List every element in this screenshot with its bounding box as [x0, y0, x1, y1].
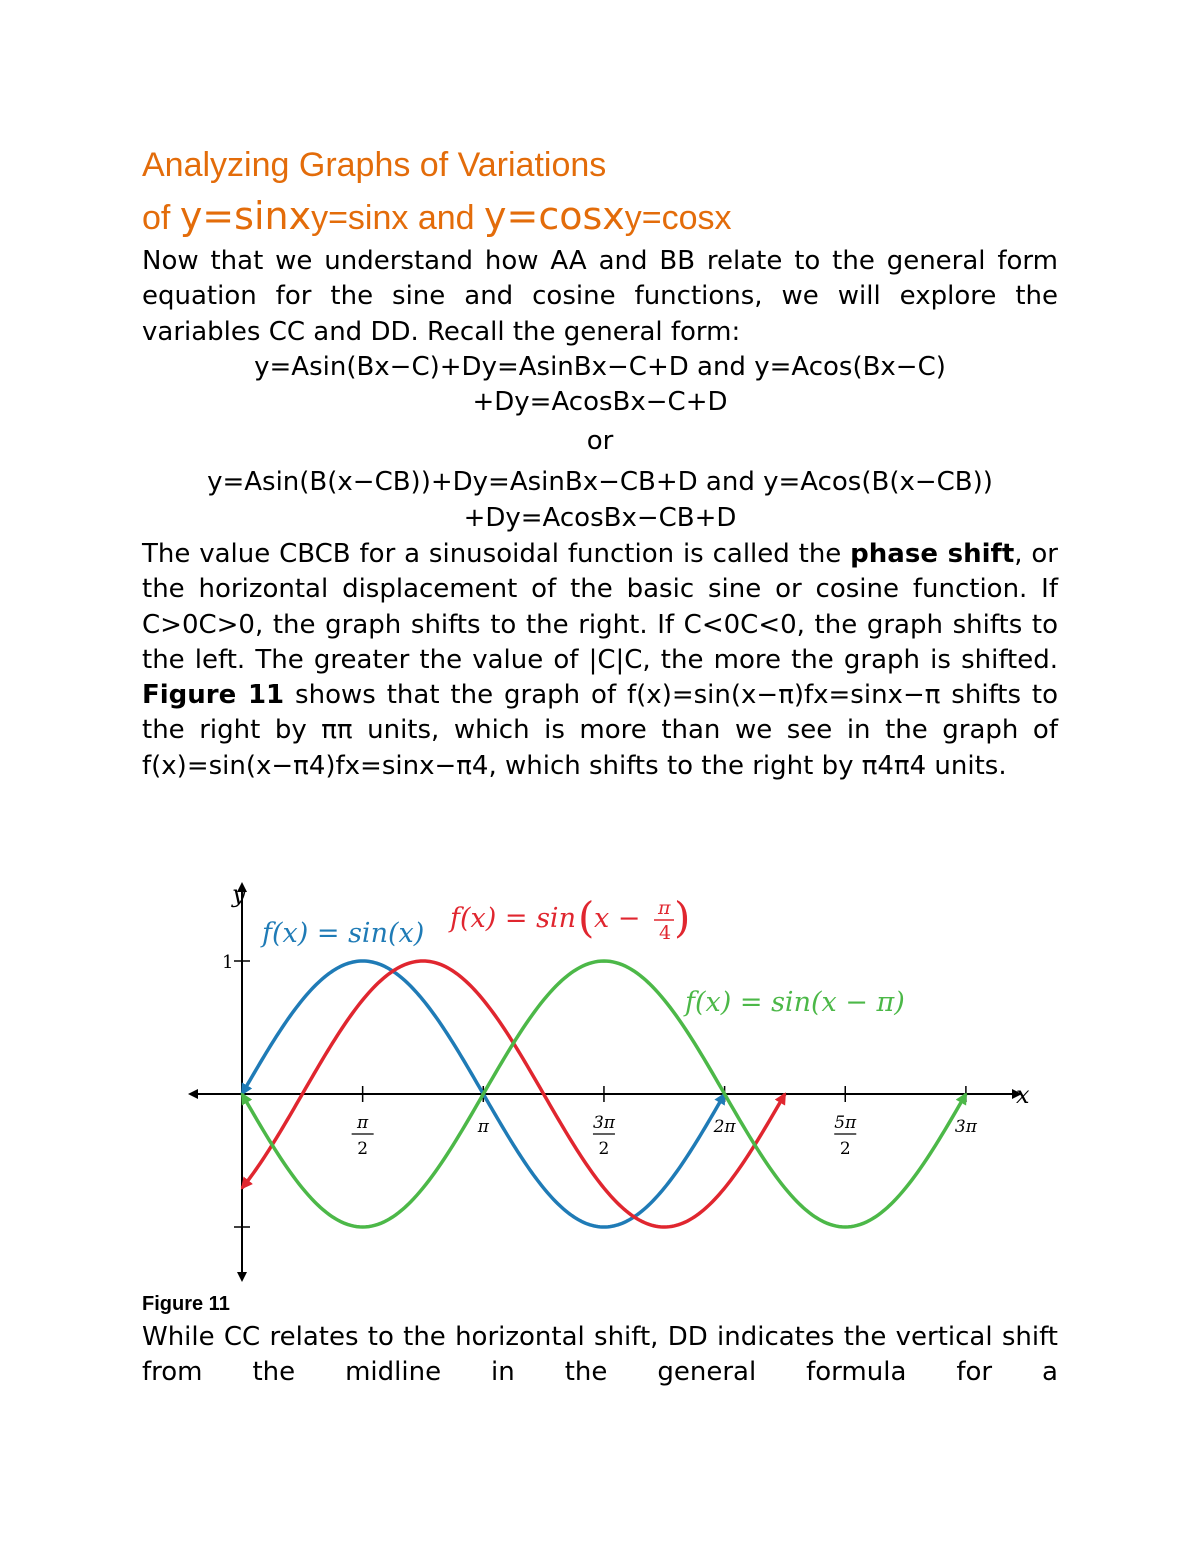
legend-sin-x: f(x) = sin(x) — [262, 918, 425, 949]
svg-text:4: 4 — [659, 922, 672, 944]
svg-text:π: π — [658, 897, 671, 919]
formula-line-2: +Dy=AcosBx−C+D — [472, 387, 728, 417]
formula-line-1: y=Asin(Bx−C)+Dy=AsinBx−C+D and y=Acos(Bx−C) — [254, 352, 946, 382]
legend-sin-x-minus-pi: f(x) = sin(x − π) — [685, 987, 905, 1018]
formula-line-3: y=Asin(B(x−CB))+Dy=AsinBx−CB+D and y=Acos(B(x−CB)) — [207, 467, 993, 497]
formula-line-4: +Dy=AcosBx−CB+D — [463, 503, 737, 533]
intro-paragraph: Now that we understand how AA and BB relate to the general form equation for the sine and cosine functions, we will explore the variables CC and DD. Recall the general form: — [142, 246, 1058, 347]
x-tick-label-num: 5π — [834, 1113, 857, 1133]
y-axis-label: y — [232, 880, 246, 908]
phase-shift-term: phase shift — [850, 539, 1015, 569]
chart-legends — [260, 893, 905, 1018]
formula-or: or — [586, 426, 614, 456]
heading-line-2: of y=sinxy=sinx and y=cosxy=cosx — [142, 194, 732, 238]
phase-shift-paragraph: The value CBCB for a sinusoidal function is called the phase shift, or the horizontal displacement of the basic sine or cosine function. If C>0C>0, the graph shifts to the right. If C<0C<0, the graph shifts to the left. The greater the value of |C|C, the more the graph is shifted. Figure 11 shows that the graph of f(x)=sin(x−π)fx=sinx−π shifts to the right by ππ units, which is more than we see in the graph of f(x)=sin(x−π4)fx=sinx−π4, which shifts to the right by π4π4 units. — [142, 539, 1059, 781]
sine-shift-chart — [180, 870, 1040, 1290]
x-tick-label: 3π — [954, 1117, 977, 1137]
heading-sin-math: y=sinx — [179, 194, 312, 238]
x-axis-label: x — [1016, 1081, 1030, 1109]
heading-line-1: Analyzing Graphs of Variations — [142, 146, 607, 184]
svg-text:x −: x − — [594, 903, 641, 934]
y-tick-label: 1 — [222, 952, 234, 973]
x-tick-label: π — [477, 1117, 489, 1137]
heading-cos-math: y=cosx — [484, 194, 625, 238]
svg-text:f(x) = sin: f(x) = sin — [450, 903, 576, 934]
x-tick-label-num: π — [357, 1113, 369, 1133]
legend-red-rparen: ) — [674, 893, 691, 942]
x-tick-label-den: 2 — [357, 1139, 369, 1159]
figure-caption: Figure 11 — [142, 1293, 230, 1315]
x-tick-label-den: 2 — [598, 1139, 610, 1159]
x-tick-label: 2π — [713, 1117, 736, 1137]
x-tick-label-num: 3π — [592, 1113, 615, 1133]
closing-paragraph: While CC relates to the horizontal shift, DD indicates the vertical shift from the midline in the general formula for a — [142, 1322, 1058, 1388]
figure-reference: Figure 11 — [142, 680, 285, 711]
legend-sin-x-minus-pi-over-4 — [448, 893, 690, 944]
x-tick-label-den: 2 — [839, 1139, 851, 1159]
legend-red-lparen: ( — [578, 893, 595, 942]
